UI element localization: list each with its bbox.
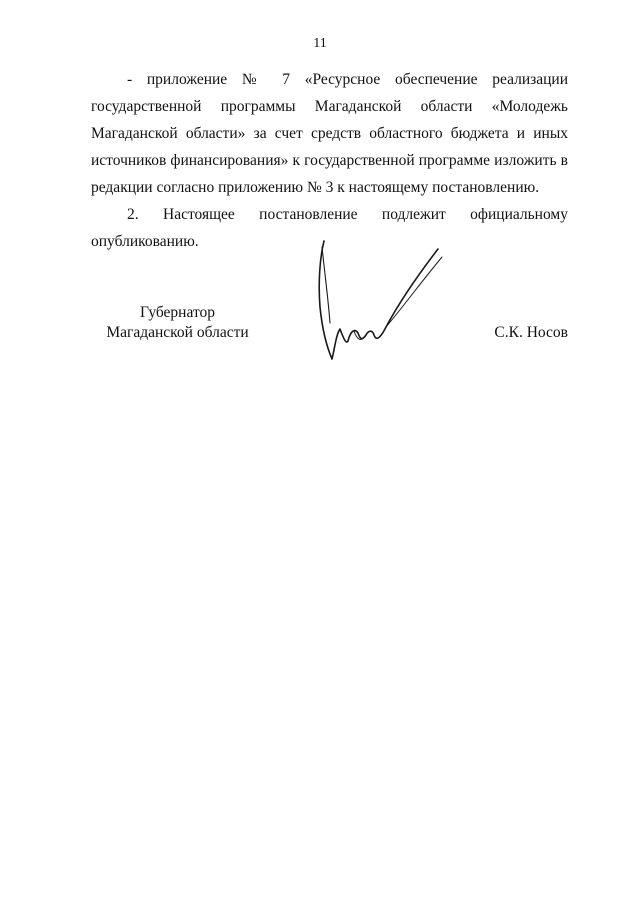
paragraph-appendix-7: - приложение № 7 «Ресурсное обеспечение реализации государственной программы Магаданской области «Молодежь Магаданской области» за счет средств областного бюджета и иных источников финансирования» к государственной программе изложить в редакции согласно приложению № 3 к настоящему постановлению. <box>91 71 568 196</box>
document-body <box>91 66 568 255</box>
signature-block <box>0 297 640 377</box>
handwritten-signature <box>310 237 450 367</box>
page-number: 11 <box>313 36 327 51</box>
signer-name: С.К. Носов <box>494 324 568 341</box>
signer-title <box>100 303 255 343</box>
signer-title-line-2: Магаданской области <box>106 324 249 341</box>
paragraph-publication: 2. Настоящее постановление подлежит официальному опубликованию. <box>91 206 568 250</box>
signer-title-line-1: Губернатор <box>139 304 216 321</box>
